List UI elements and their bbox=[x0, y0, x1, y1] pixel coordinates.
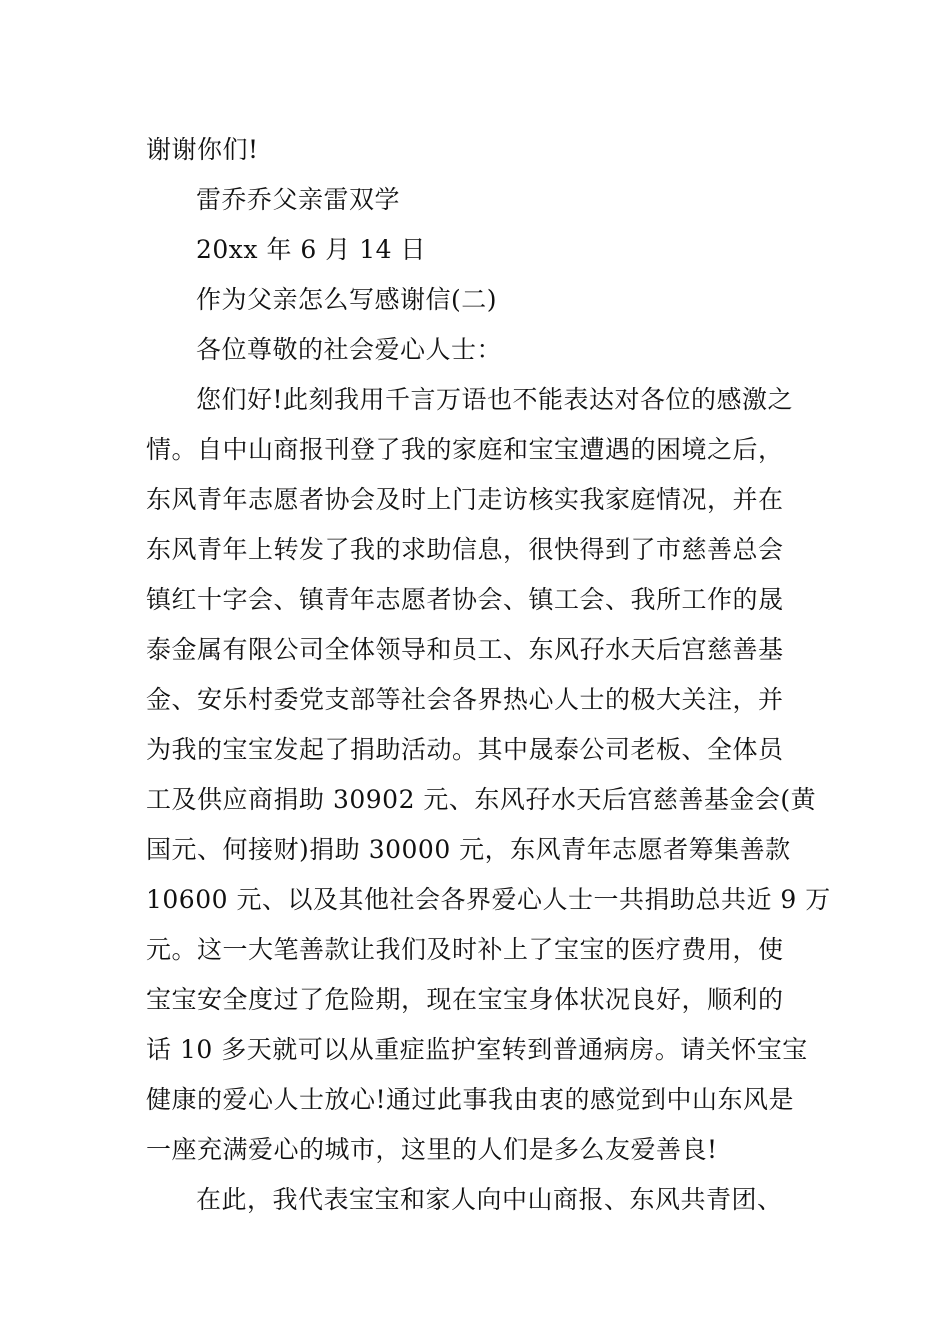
paragraph-line: 话 10 多天就可以从重症监护室转到普通病房。请关怀宝宝 bbox=[146, 1035, 808, 1064]
paragraph-line: 镇红十字会、镇青年志愿者协会、镇工会、我所工作的晟 bbox=[146, 585, 784, 614]
paragraph-line: 一座充满爱心的城市，这里的人们是多么友爱善良! bbox=[146, 1135, 718, 1164]
paragraph-line: 国元、何接财)捐助 30000 元，东风青年志愿者筹集善款 bbox=[146, 835, 791, 864]
paragraph-line: 10600 元、以及其他社会各界爱心人士一共捐助总共近 9 万 bbox=[146, 885, 831, 914]
section-title: 作为父亲怎么写感谢信(二) bbox=[196, 285, 498, 314]
closing-thanks: 谢谢你们! bbox=[146, 135, 259, 164]
paragraph-line: 东风青年志愿者协会及时上门走访核实我家庭情况，并在 bbox=[146, 485, 784, 514]
paragraph-line: 元。这一大笔善款让我们及时补上了宝宝的医疗费用，使 bbox=[146, 935, 784, 964]
paragraph-line: 在此，我代表宝宝和家人向中山商报、东风共青团、 bbox=[196, 1185, 783, 1214]
paragraph-line: 宝宝安全度过了危险期，现在宝宝身体状况良好，顺利的 bbox=[146, 985, 784, 1014]
salutation: 各位尊敬的社会爱心人士： bbox=[196, 335, 503, 364]
paragraph-line: 泰金属有限公司全体领导和员工、东风孖水天后宫慈善基 bbox=[146, 635, 784, 664]
paragraph-line: 工及供应商捐助 30902 元、东风孖水天后宫慈善基金会(黄 bbox=[146, 785, 817, 814]
signature-name: 雷乔乔父亲雷双学 bbox=[196, 185, 401, 214]
paragraph-line: 为我的宝宝发起了捐助活动。其中晟泰公司老板、全体员 bbox=[146, 735, 784, 764]
paragraph-line: 您们好!此刻我用千言万语也不能表达对各位的感激之 bbox=[196, 385, 794, 414]
paragraph-line: 东风青年上转发了我的求助信息，很快得到了市慈善总会 bbox=[146, 535, 784, 564]
signature-date: 20xx 年 6 月 14 日 bbox=[196, 235, 426, 264]
paragraph-line: 健康的爱心人士放心!通过此事我由衷的感觉到中山东风是 bbox=[146, 1085, 795, 1114]
paragraph-line: 金、安乐村委党支部等社会各界热心人士的极大关注，并 bbox=[146, 685, 784, 714]
paragraph-line: 情。自中山商报刊登了我的家庭和宝宝遭遇的困境之后， bbox=[146, 435, 784, 464]
